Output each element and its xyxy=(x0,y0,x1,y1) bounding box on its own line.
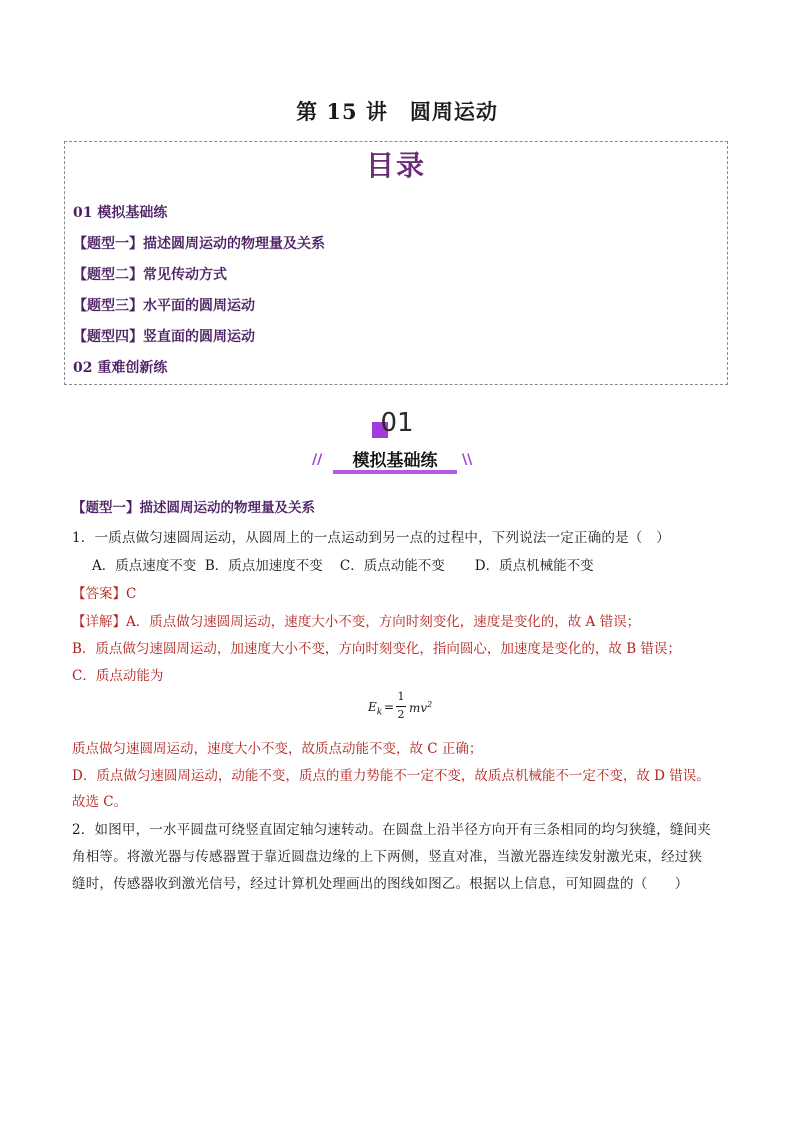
formula-sup: 2 xyxy=(427,700,433,709)
question-1-stem: 1．一质点做匀速圆周运动，从圆周上的一点运动到另一点的过程中，下列说法一定正确的是（ ） xyxy=(72,530,670,546)
question-1-options: A．质点速度不变 B．质点加速度不变 C．质点动能不变 D．质点机械能不变 xyxy=(92,558,594,574)
section-number: 01 xyxy=(380,408,414,438)
section-header xyxy=(0,408,794,474)
detail-b: B．质点做匀速圆周运动，加速度大小不变，方向时刻变化，指向圆心，加速度是变化的，故 B 错误； xyxy=(72,641,681,657)
toc-item-type-3[interactable]: 【题型三】水平面的圆周运动 xyxy=(73,298,255,314)
detail-c2: 质点做匀速圆周运动，速度大小不变，故质点动能不变，故 C 正确； xyxy=(72,741,483,757)
detail-label: 【详解】 xyxy=(72,614,126,630)
detail-a: A．质点做匀速圆周运动，速度大小不变，方向时刻变化，速度是变化的，故 A 错误； xyxy=(126,614,641,630)
slash-decoration-left: // xyxy=(312,452,323,468)
toc-item-basic-practice[interactable]: 01 模拟基础练 xyxy=(73,205,168,221)
formula-equals: = xyxy=(384,700,395,714)
conclusion: 故选 C。 xyxy=(72,794,128,810)
kinetic-energy-formula xyxy=(368,690,448,724)
question-2-line-1: 2．如图甲，一水平圆盘可绕竖直固定轴匀速转动。在圆盘上沿半径方向开有三条相同的均匀狭缝，缝间夹 xyxy=(72,822,711,838)
answer-line xyxy=(72,582,136,602)
detail-c: C．质点动能为 xyxy=(72,668,164,684)
detail-d: D．质点做匀速圆周运动，动能不变，质点的重力势能不一定不变，故质点机械能不一定不变，故 D 错误。 xyxy=(72,768,710,784)
fraction-bar xyxy=(396,706,406,707)
toc-item-type-2[interactable]: 【题型二】常见传动方式 xyxy=(73,267,227,283)
toc-item-advanced-practice[interactable]: 02 重难创新练 xyxy=(73,360,168,376)
formula-denominator: 2 xyxy=(397,708,405,721)
formula-numerator: 1 xyxy=(397,690,405,703)
formula-sub: k xyxy=(376,707,383,718)
page-title: 第 15 讲 圆周运动 xyxy=(296,99,498,124)
slash-decoration-right: \\ xyxy=(462,452,473,468)
answer-label: 【答案】 xyxy=(72,586,126,602)
answer-value: C xyxy=(126,586,137,602)
detail-a-line xyxy=(72,610,640,630)
formula-lhs: E xyxy=(368,700,377,714)
question-type-label: 【题型一】描述圆周运动的物理量及关系 xyxy=(72,500,315,516)
question-2-line-2: 角相等。将激光器与传感器置于靠近圆盘边缘的上下两侧，竖直对准，当激光器连续发射激光束，经过狭 xyxy=(72,849,703,865)
question-2-line-3: 缝时，传感器收到激光信号，经过计算机处理画出的图线如图乙。根据以上信息，可知圆盘的（ ） xyxy=(72,876,689,892)
formula-rhs: mv xyxy=(409,701,428,715)
toc-item-type-4[interactable]: 【题型四】竖直面的圆周运动 xyxy=(73,329,255,345)
toc-heading: 目录 xyxy=(365,149,426,182)
toc-item-type-1[interactable]: 【题型一】描述圆周运动的物理量及关系 xyxy=(73,236,325,252)
table-of-contents xyxy=(64,141,728,385)
section-title: 模拟基础练 xyxy=(333,446,457,474)
